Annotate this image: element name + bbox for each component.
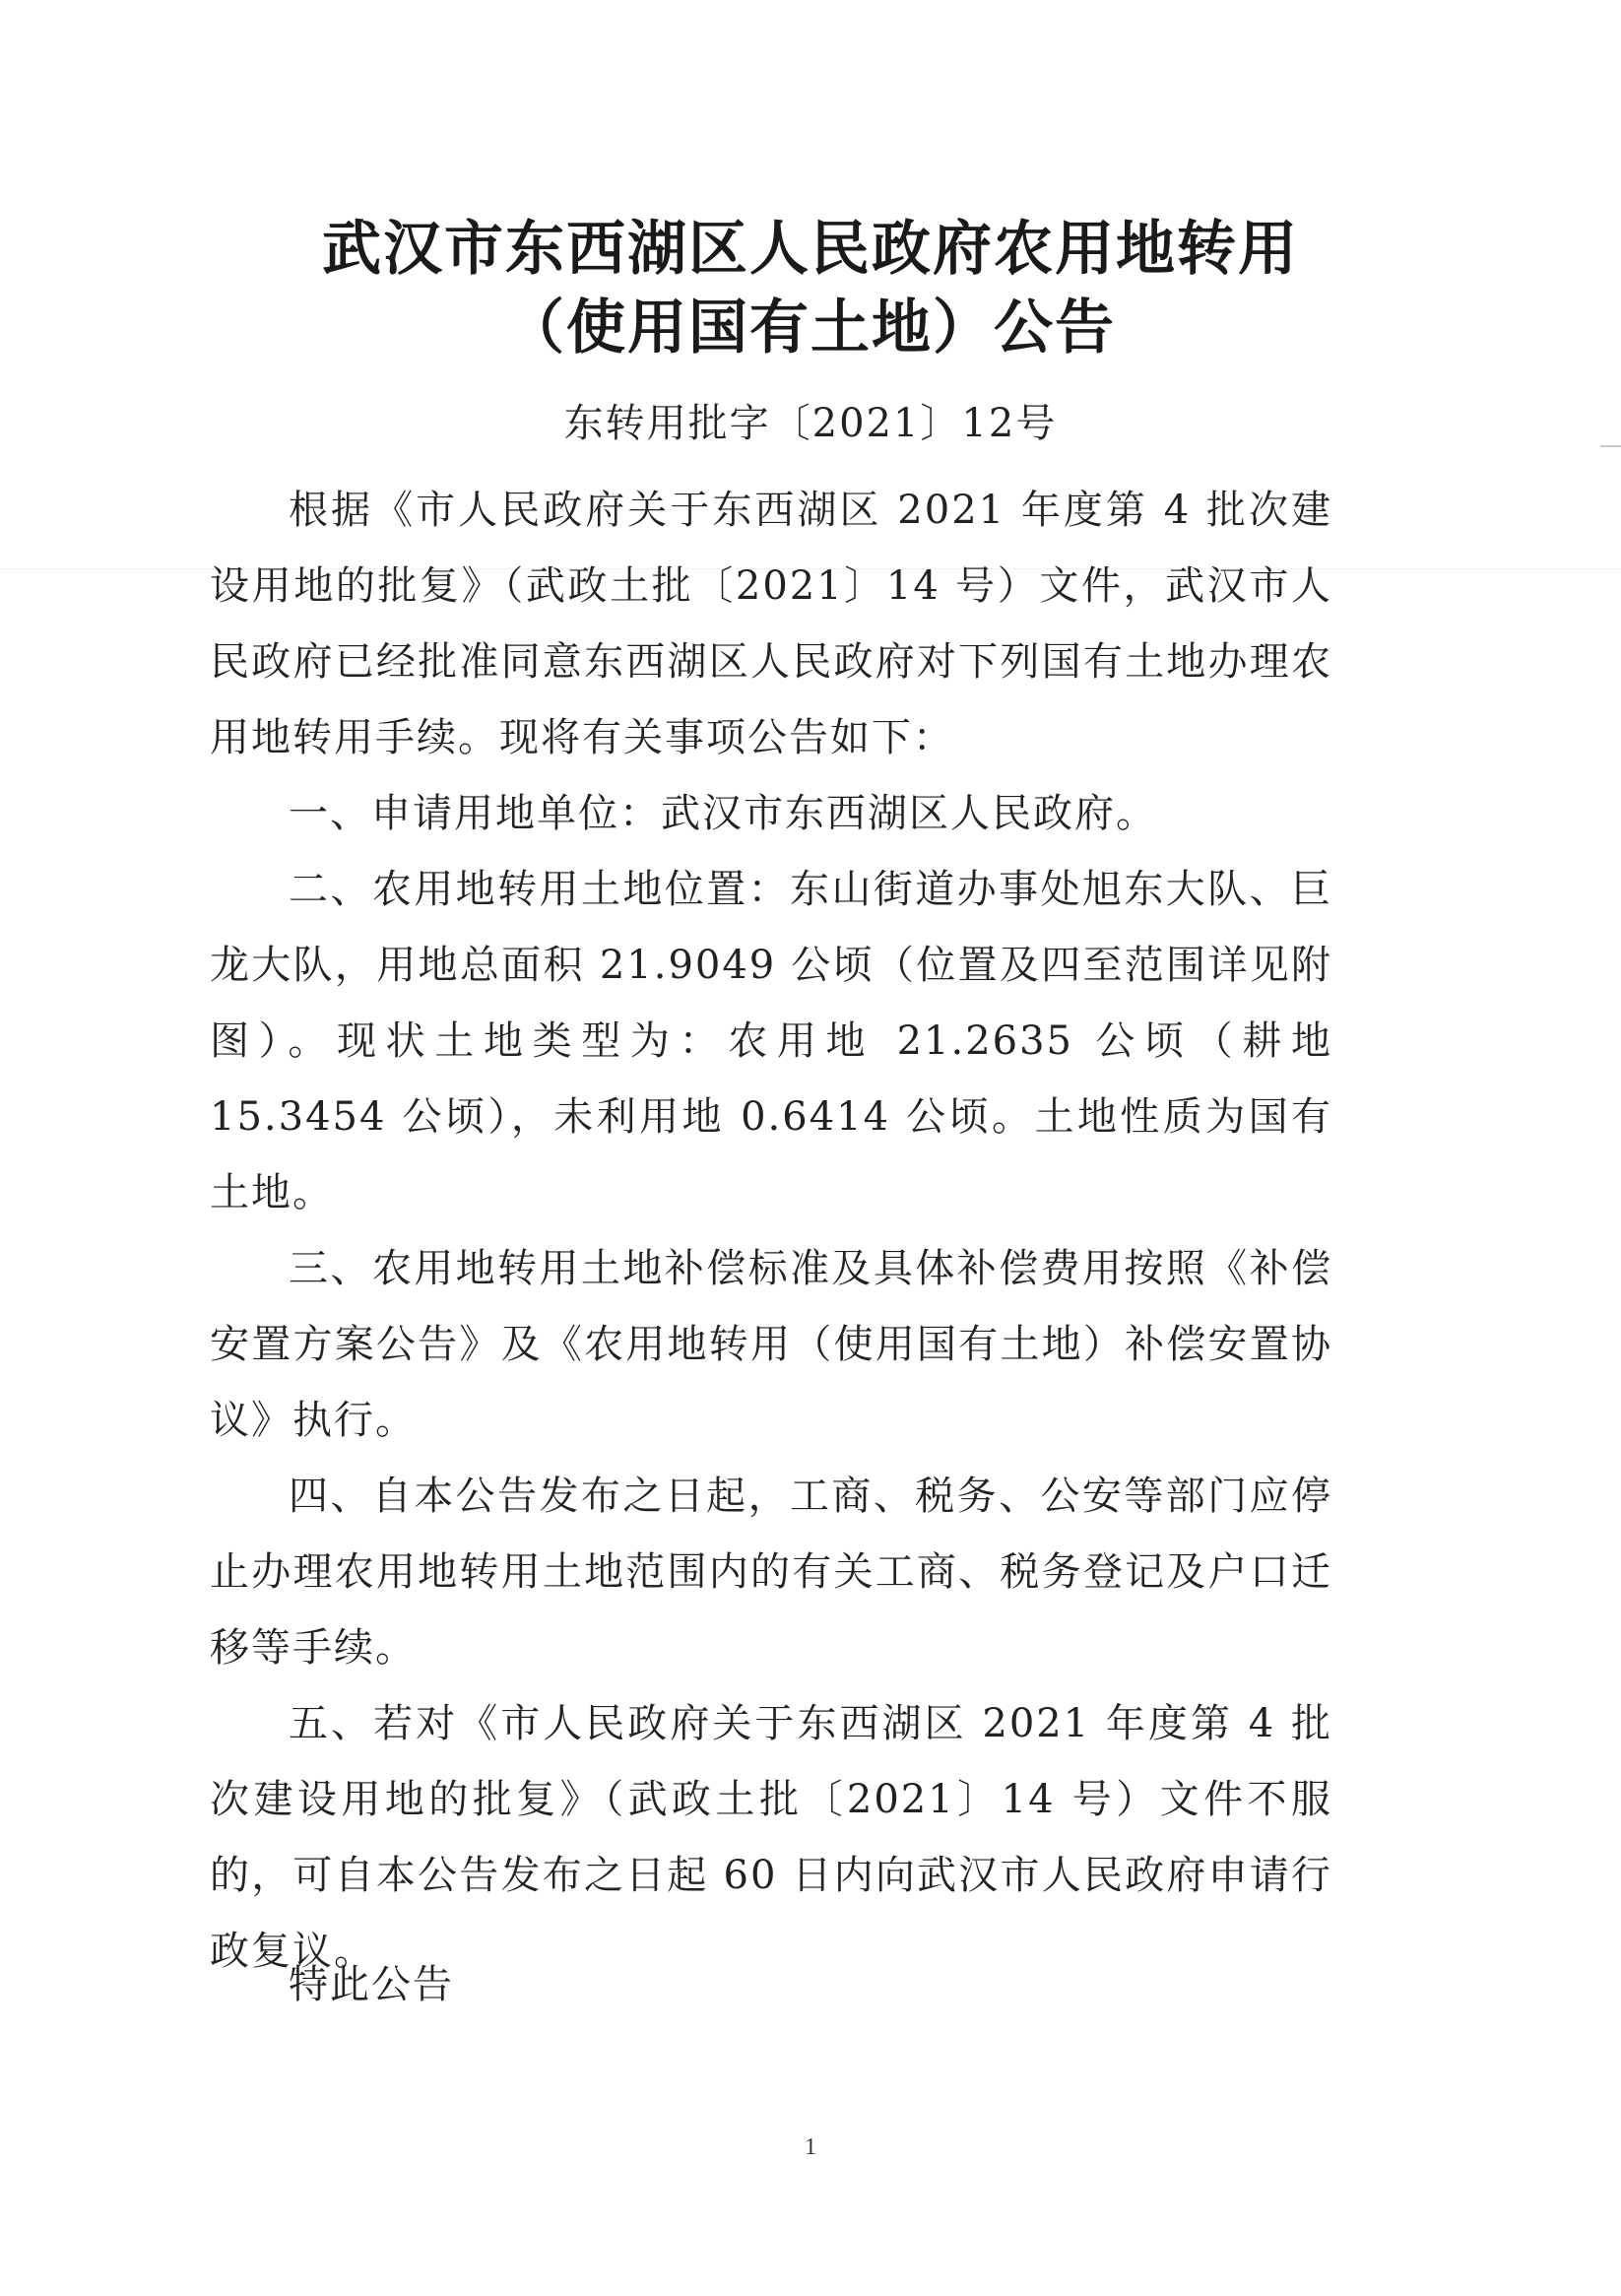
page-number: 1 bbox=[805, 2134, 816, 2160]
paragraph-item-4: 四、自本公告发布之日起，工商、税务、公安等部门应停止办理农用地转用土地范围内的有关工商、税务登记及户口迁移等手续。 bbox=[210, 1474, 1332, 1671]
title-line-1: 武汉市东西湖区人民政府农用地转用 bbox=[322, 215, 1299, 284]
paragraph-item-3: 三、农用地转用土地补偿标准及具体补偿费用按照《补偿安置方案公告》及《农用地转用（使用国有土地）补偿安置协议》执行。 bbox=[210, 1246, 1332, 1443]
paragraph-item-1: 一、申请用地单位：武汉市东西湖区人民政府。 bbox=[289, 791, 1157, 836]
closing-text: 特此公告 bbox=[289, 1962, 454, 2007]
paragraph-item-2: 二、农用地转用土地位置：东山街道办事处旭东大队、巨龙大队，用地总面积 21.9049 公顷（位置及四至范围详见附图）。现状土地类型为：农用地 21.2635 公顷（耕地 15.3454 公顷），未利用地 0.6414 公顷。土地性质为国有土地。 bbox=[210, 867, 1332, 1215]
document-number: 东转用批字〔2021〕12号 bbox=[563, 401, 1058, 446]
paragraph-item-5: 五、若对《市人民政府关于东西湖区 2021 年度第 4 批次建设用地的批复》（武政土批〔2021〕14 号）文件不服的，可自本公告发布之日起 60 日内向武汉市人民政府申请行政复议。 bbox=[210, 1701, 1332, 1974]
document-body bbox=[210, 473, 1332, 1990]
title-line-2: （使用国有土地）公告 bbox=[505, 294, 1116, 362]
paragraph-intro: 根据《市人民政府关于东西湖区 2021 年度第 4 批次建设用地的批复》（武政土批〔2021〕14 号）文件，武汉市人民政府已经批准同意东西湖区人民政府对下列国有土地办理农用地转用手续。现将有关事项公告如下： bbox=[210, 488, 1332, 760]
